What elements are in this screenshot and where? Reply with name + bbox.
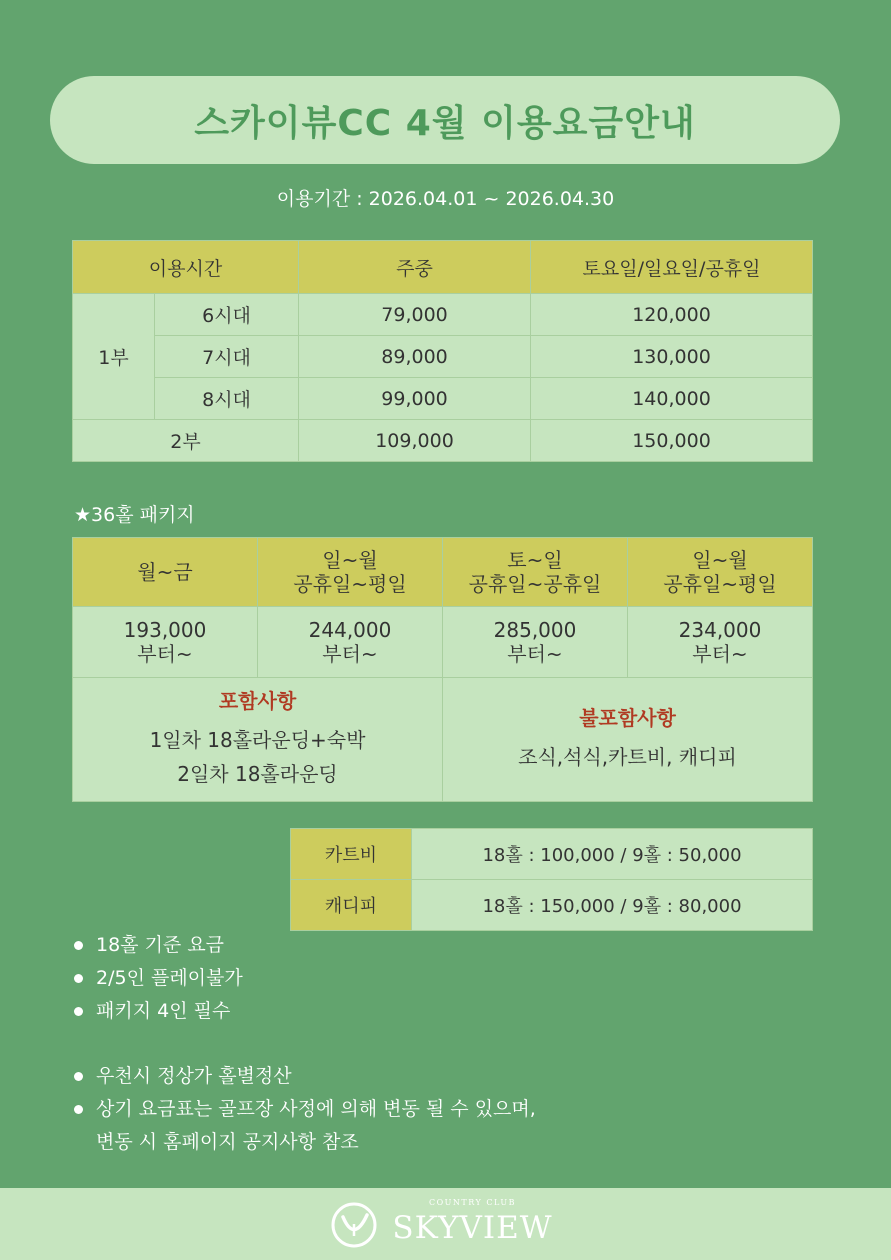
list-item: 18홀 기준 요금 <box>74 929 243 962</box>
usage-period: 이용기간 : 2026.04.01 ~ 2026.04.30 <box>276 188 615 210</box>
package-price-cell <box>73 607 258 678</box>
excluded-title: 불포함사항 <box>579 705 676 730</box>
weekend-price: 150,000 <box>531 420 813 462</box>
fees-table <box>290 828 813 931</box>
notes-list <box>74 929 243 1028</box>
package-price-cell <box>258 607 443 678</box>
package-price-cell <box>443 607 628 678</box>
part2-label: 2부 <box>73 420 299 462</box>
package-price: 193,000 <box>123 618 207 642</box>
list-item: 패키지 4인 필수 <box>74 995 243 1028</box>
time-cell: 7시대 <box>155 336 299 378</box>
header-weekend: 토요일/일요일/공휴일 <box>531 241 813 294</box>
title-banner <box>50 76 840 164</box>
skyview-logo <box>330 1196 570 1254</box>
time-cell: 6시대 <box>155 294 299 336</box>
club-emblem-icon <box>330 1200 378 1250</box>
weekend-price: 140,000 <box>531 378 813 420</box>
page-title: 스카이뷰CC 4월 이용요금안내 <box>194 102 696 144</box>
package-price-suffix: 부터~ <box>322 642 378 666</box>
package-heading: ★36홀 패키지 <box>74 504 195 526</box>
package-days: 토~일 <box>507 548 563 572</box>
weekend-price: 120,000 <box>531 294 813 336</box>
package-col-header <box>628 538 813 607</box>
package-price-cell <box>628 607 813 678</box>
package-col-header <box>443 538 628 607</box>
package-days-detail: 공휴일~평일 <box>293 572 407 596</box>
excluded-item: 조식,석식,카트비, 캐디피 <box>518 744 737 769</box>
package-price-suffix: 부터~ <box>507 642 563 666</box>
table-row <box>291 829 813 880</box>
logo-tagline: COUNTRY CLUB <box>429 1198 516 1207</box>
part1-label: 1부 <box>73 294 155 420</box>
weekday-price: 109,000 <box>299 420 531 462</box>
list-item: 우천시 정상가 홀별정산 <box>74 1060 536 1093</box>
table-row <box>73 336 813 378</box>
package-price-suffix: 부터~ <box>692 642 748 666</box>
included-cell <box>73 678 443 802</box>
included-item: 1일차 18홀라운딩+숙박 <box>149 727 366 752</box>
table-row <box>73 378 813 420</box>
caddie-fee-value: 18홀 : 150,000 / 9홀 : 80,000 <box>412 880 813 931</box>
package-price: 285,000 <box>493 618 577 642</box>
rates-table <box>72 240 813 462</box>
package-table <box>72 537 813 802</box>
caddie-fee-label: 캐디피 <box>291 880 412 931</box>
time-cell: 8시대 <box>155 378 299 420</box>
package-price-suffix: 부터~ <box>137 642 193 666</box>
package-days: 월~금 <box>137 560 193 584</box>
table-row <box>73 294 813 336</box>
logo-name: SKYVIEW <box>392 1210 553 1246</box>
table-row <box>73 420 813 462</box>
weekday-price: 79,000 <box>299 294 531 336</box>
cart-fee-label: 카트비 <box>291 829 412 880</box>
included-title: 포함사항 <box>218 688 297 713</box>
table-row <box>291 880 813 931</box>
weekday-price: 99,000 <box>299 378 531 420</box>
package-days: 일~월 <box>692 548 748 572</box>
package-col-header <box>258 538 443 607</box>
weekend-price: 130,000 <box>531 336 813 378</box>
list-item: 상기 요금표는 골프장 사정에 의해 변동 될 수 있으며, <box>74 1093 536 1126</box>
list-item: 2/5인 플레이불가 <box>74 962 243 995</box>
package-price: 244,000 <box>308 618 392 642</box>
header-time: 이용시간 <box>73 241 299 294</box>
included-item: 2일차 18홀라운딩 <box>177 761 338 786</box>
package-days-detail: 공휴일~공휴일 <box>468 572 602 596</box>
package-days: 일~월 <box>322 548 378 572</box>
package-days-detail: 공휴일~평일 <box>663 572 777 596</box>
excluded-cell <box>443 678 813 802</box>
cart-fee-value: 18홀 : 100,000 / 9홀 : 50,000 <box>412 829 813 880</box>
package-price: 234,000 <box>678 618 762 642</box>
package-col-header <box>73 538 258 607</box>
list-item-continuation: 변동 시 홈페이지 공지사항 참조 <box>96 1131 359 1153</box>
notes-list-2 <box>74 1060 536 1159</box>
weekday-price: 89,000 <box>299 336 531 378</box>
header-weekday: 주중 <box>299 241 531 294</box>
